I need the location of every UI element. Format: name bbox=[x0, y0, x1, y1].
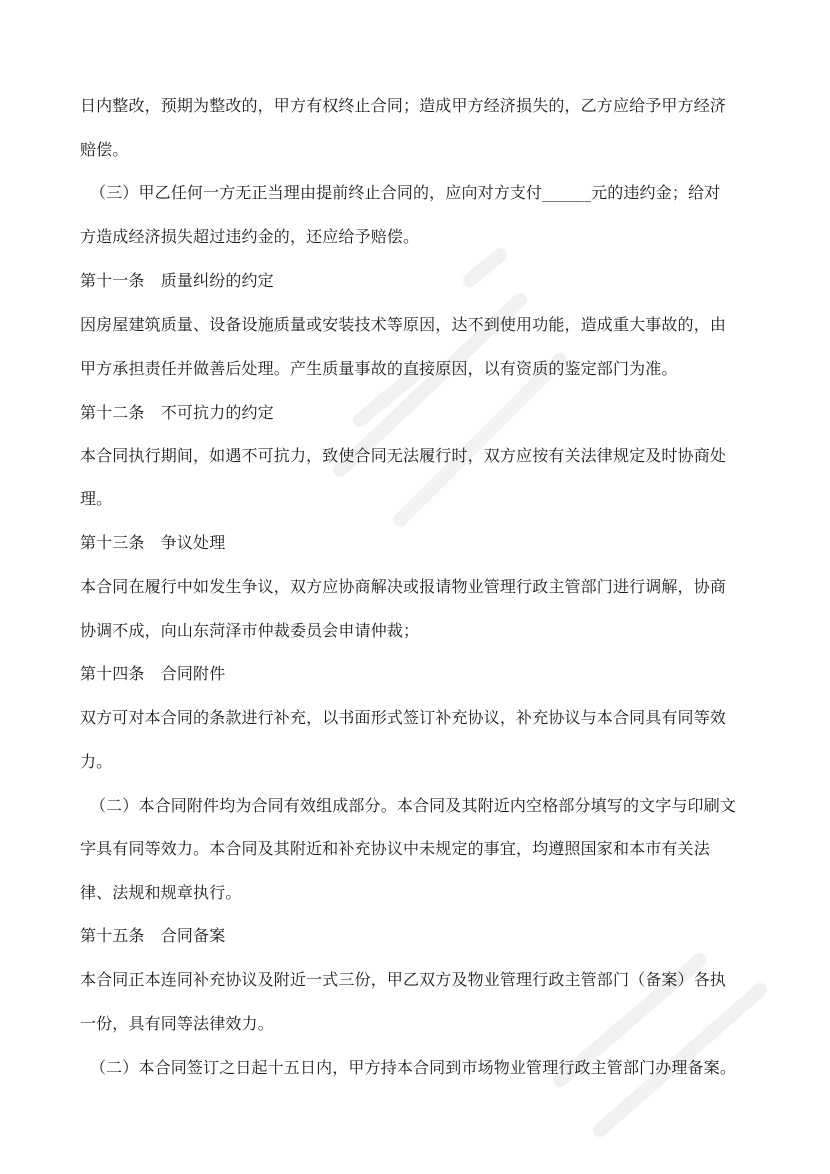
text-line-9: 本合同执行期间，如遇不可抗力，致使合同无法履行时，双方应按有关法律规定及时协商处 bbox=[80, 446, 727, 465]
section-heading-15: 第十五条 合同备案 bbox=[80, 926, 226, 945]
text-line-12: 本合同在履行中如发生争议，双方应协商解决或报请物业管理行政主管部门进行调解，协商 bbox=[80, 577, 727, 596]
text-line-19: 律、法规和规章执行。 bbox=[80, 883, 242, 902]
text-line-10: 理。 bbox=[80, 489, 113, 508]
text-line-3: （三）甲乙任何一方无正当理由提前终止合同的，应向对方支付______元的违约金；给对 bbox=[90, 183, 721, 202]
text-line-18: 字具有同等效力。本合同及其附近和补充协议中未规定的事宜，均遵照国家和本市有关法 bbox=[80, 839, 710, 858]
text-line-1: 日内整改，预期为整改的，甲方有权终止合同；造成甲方经济损失的，乙方应给予甲方经济 bbox=[80, 96, 727, 115]
section-heading-11: 第十一条 质量纠纷的约定 bbox=[80, 271, 274, 290]
text-line-7: 甲方承担责任并做善后处理。产生质量事故的直接原因，以有资质的鉴定部门为准。 bbox=[80, 359, 678, 378]
text-line-22: 一份，具有同等法律效力。 bbox=[80, 1014, 274, 1033]
text-line-21: 本合同正本连同补充协议及附近一式三份，甲乙双方及物业管理行政主管部门（备案）各执 bbox=[80, 970, 727, 989]
section-heading-14: 第十四条 合同附件 bbox=[80, 664, 226, 683]
text-line-16: 力。 bbox=[80, 752, 113, 771]
text-line-4: 方造成经济损失超过违约金的，还应给予赔偿。 bbox=[80, 227, 420, 246]
text-line-13: 协调不成，向山东菏泽市仲裁委员会申请仲裁； bbox=[80, 621, 420, 640]
text-line-23: （二）本合同签订之日起十五日内，甲方持本合同到市场物业管理行政主管部门办理备案。 bbox=[90, 1058, 737, 1077]
section-heading-12: 第十二条 不可抗力的约定 bbox=[80, 403, 274, 422]
section-heading-13: 第十三条 争议处理 bbox=[80, 533, 226, 552]
text-line-17: （二）本合同附件均为合同有效组成部分。本合同及其附近内空格部分填写的文字与印刷文 bbox=[90, 796, 737, 815]
text-line-6: 因房屋建筑质量、设备设施质量或安装技术等原因，达不到使用功能，造成重大事故的，由 bbox=[80, 315, 727, 334]
text-line-15: 双方可对本合同的条款进行补充，以书面形式签订补充协议，补充协议与本合同具有同等效 bbox=[80, 708, 727, 727]
text-line-2: 赔偿。 bbox=[80, 140, 129, 159]
